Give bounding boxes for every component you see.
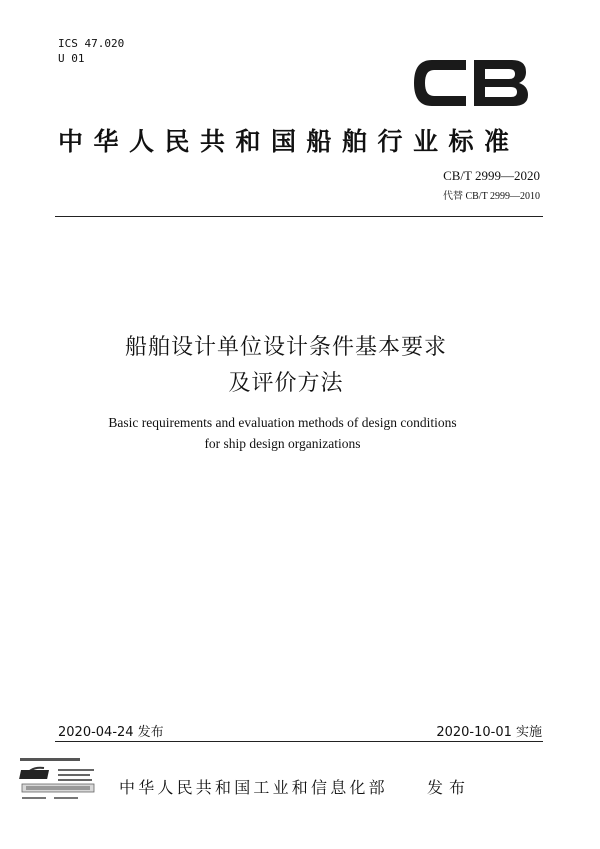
title-cn-line1: 船舶设计单位设计条件基本要求 [124, 335, 447, 360]
title-cn-line2: 及评价方法 [228, 371, 344, 396]
cb-logo [408, 52, 534, 114]
replaces-standard: 代替 CB/T 2999—2010 [442, 191, 540, 202]
ics-code: ICS 47.020 [58, 37, 125, 50]
title-en-line1: Basic requirements and evaluation methods of design conditions [108, 415, 457, 430]
title-en-line2: for ship design organizations [204, 436, 361, 451]
implementation-date: 2020-10-01 实施 [436, 725, 542, 740]
standard-type: 中华人民共和国船舶行业标准 [58, 127, 520, 156]
classification-codes [58, 36, 124, 66]
publish-label: 发布 [427, 778, 472, 797]
issue-date: 2020-04-24 发布 [58, 725, 164, 740]
publisher-stamp [18, 756, 100, 804]
ccs-code: U 01 [58, 52, 85, 65]
top-divider [55, 216, 543, 217]
standard-number: CB/T 2999—2020 [443, 168, 540, 183]
issuing-authority: 中华人民共和国工业和信息化部 [119, 778, 388, 797]
bottom-divider [55, 741, 543, 742]
